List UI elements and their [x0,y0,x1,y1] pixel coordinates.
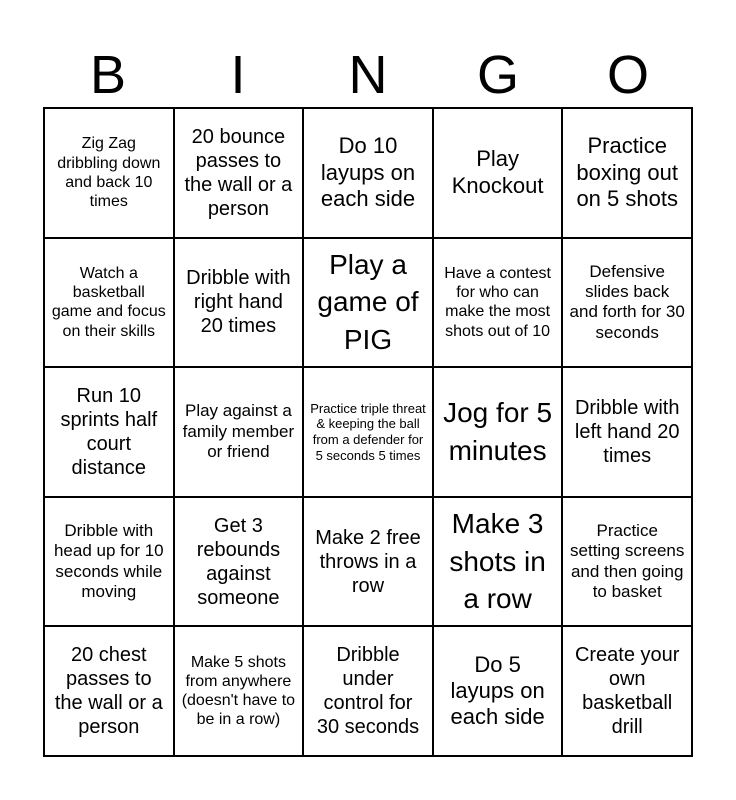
bingo-cell[interactable]: Dribble under control for 30 seconds [303,626,433,756]
bingo-cell[interactable]: Play Knockout [433,108,563,238]
bingo-cell[interactable]: Do 10 layups on each side [303,108,433,238]
bingo-cell[interactable]: Practice triple threat & keeping the ball from a defender for 5 seconds 5 times [303,367,433,497]
bingo-cell[interactable]: Dribble with left hand 20 times [562,367,692,497]
bingo-cell[interactable]: Jog for 5 minutes [433,367,563,497]
bingo-cell[interactable]: Have a contest for who can make the most shots out of 10 [433,238,563,368]
bingo-cell[interactable]: Watch a basketball game and focus on their skills [44,238,174,368]
bingo-cell[interactable]: Defensive slides back and forth for 30 seconds [562,238,692,368]
header-letter-b: B [89,45,127,105]
header-letter-o: O [606,45,649,105]
bingo-cell[interactable]: Do 5 layups on each side [433,626,563,756]
bingo-cell[interactable]: Dribble with head up for 10 seconds while moving [44,497,174,627]
bingo-cell[interactable]: Play against a family member or friend [174,367,304,497]
bingo-cell[interactable]: Play a game of PIG [303,238,433,368]
bingo-cell[interactable]: Make 3 shots in a row [433,497,563,627]
bingo-cell[interactable]: Make 5 shots from anywhere (doesn't have to be in a row) [174,626,304,756]
bingo-cell[interactable]: Run 10 sprints half court distance [44,367,174,497]
bingo-cell[interactable]: Dribble with right hand 20 times [174,238,304,368]
header-letter-i: I [230,45,246,105]
header-letter-n: N [348,45,388,105]
bingo-cell[interactable]: Make 2 free throws in a row [303,497,433,627]
bingo-cell[interactable]: Practice boxing out on 5 shots [562,108,692,238]
bingo-cell[interactable]: Practice setting screens and then going to basket [562,497,692,627]
bingo-header [43,44,693,106]
bingo-cell[interactable]: 20 bounce passes to the wall or a person [174,108,304,238]
bingo-cell[interactable]: Create your own basketball drill [562,626,692,756]
header-letter-g: G [476,45,519,105]
bingo-cell[interactable]: Zig Zag dribbling down and back 10 times [44,108,174,238]
bingo-board [43,107,693,757]
bingo-cell[interactable]: Get 3 rebounds against someone [174,497,304,627]
bingo-cell[interactable]: 20 chest passes to the wall or a person [44,626,174,756]
